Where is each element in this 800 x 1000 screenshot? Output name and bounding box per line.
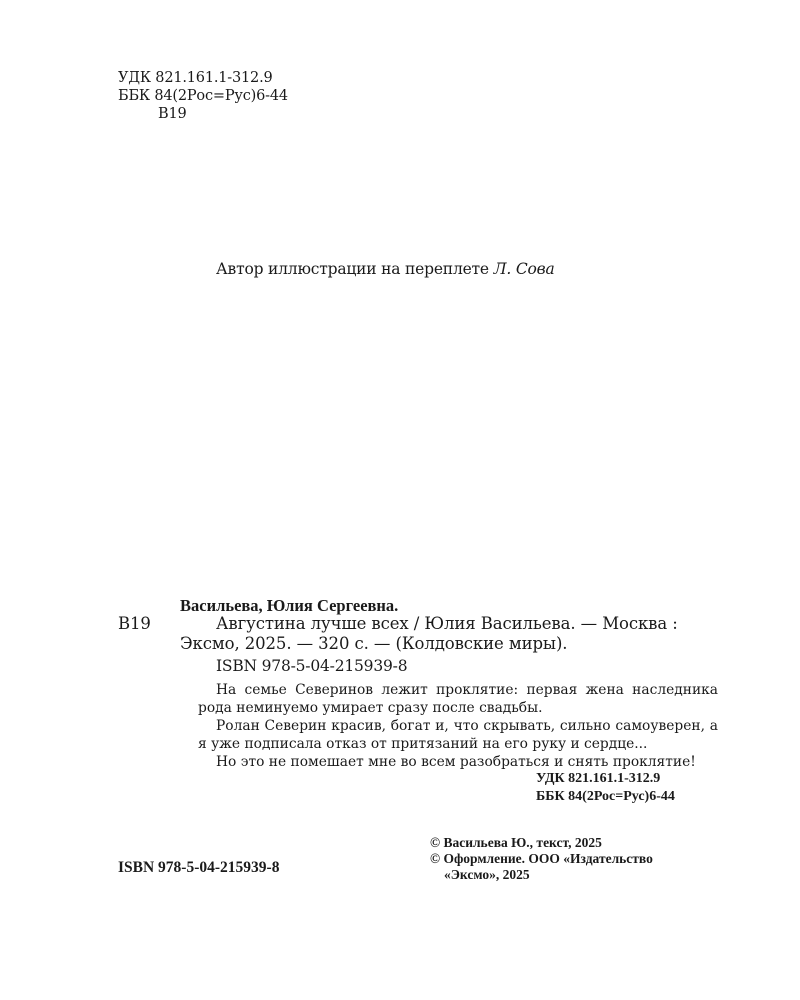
copyright-design-cont: «Эксмо», 2025 xyxy=(444,867,530,882)
catalog-bbk: ББК 84(2Рос=Рус)6-44 xyxy=(536,789,675,804)
author-mark: В19 xyxy=(158,106,187,122)
catalog-author-heading: Васильева, Юлия Сергеевна. xyxy=(180,596,399,615)
illustrator-prefix: Автор иллюстрации на переплете xyxy=(216,260,489,278)
annotation-paragraph: Но это не помешает мне во всем разобраться и снять проклятие! xyxy=(216,754,696,770)
bottom-isbn: ISBN 978-5-04-215939-8 xyxy=(118,859,280,876)
catalog-author-mark: В19 xyxy=(118,614,151,633)
copyright-design: © Оформление. ООО «Издательство xyxy=(430,851,653,866)
catalog-udk: УДК 821.161.1-312.9 xyxy=(536,771,661,786)
udk-code: УДК 821.161.1-312.9 xyxy=(118,70,273,86)
annotation-paragraph: На семье Северинов лежит проклятие: первая жена наследника рода неминуемо умирает сразу после свадьбы. xyxy=(198,682,718,716)
bbk-code: ББК 84(2Рос=Рус)6-44 xyxy=(118,88,288,104)
copyright-text: © Васильева Ю., текст, 2025 xyxy=(430,835,602,850)
illustrator-name: Л. Сова xyxy=(493,260,555,278)
annotation xyxy=(198,681,718,771)
illustrator-credit xyxy=(216,260,555,278)
catalog-isbn: ISBN 978-5-04-215939-8 xyxy=(216,657,408,675)
annotation-paragraph: Ролан Северин красив, богат и, что скрывать, сильно самоуверен, а я уже подписала отказ от притязаний на его руку и сердце... xyxy=(198,718,718,752)
catalog-bib-line-2: Эксмо, 2025. — 320 с. — (Колдовские миры). xyxy=(180,634,568,653)
catalog-bib-line-1: Августина лучше всех / Юлия Васильева. — Москва : xyxy=(216,614,678,633)
